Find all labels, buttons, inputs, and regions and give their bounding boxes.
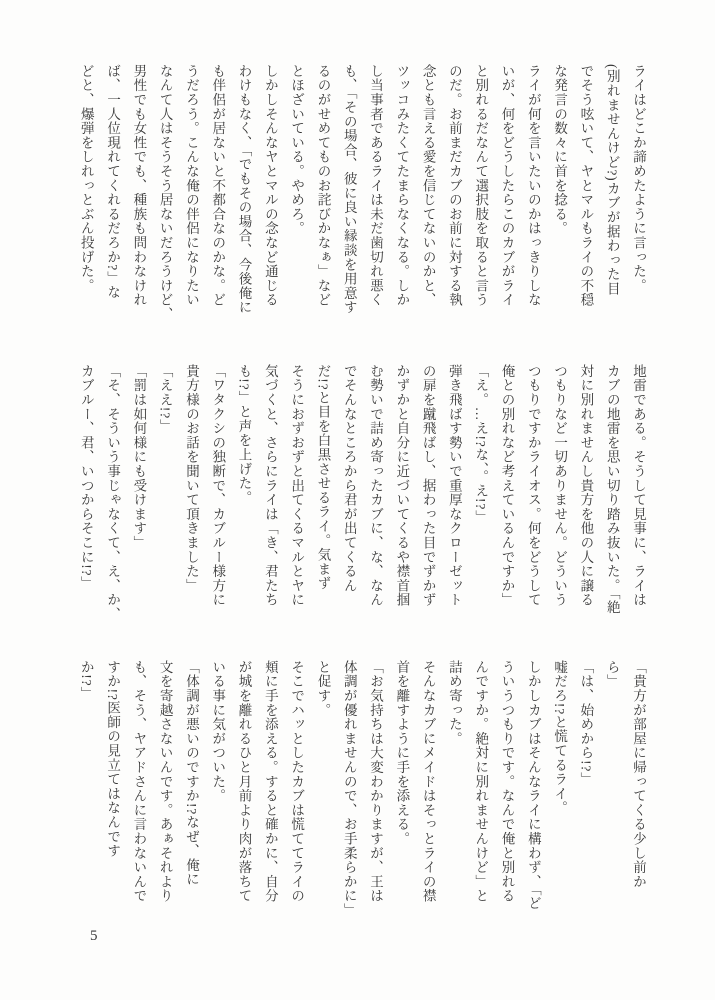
paragraph-block-2	[69, 364, 651, 632]
text-column: 俺との別れなど考えているんですか」	[499, 364, 515, 608]
text-column: が城を離れるひと月前より肉が落ちて	[236, 660, 252, 904]
text-column: 「罰は如何様にも受けます」	[131, 364, 147, 550]
paragraph-block-1	[69, 64, 651, 332]
text-column: わけもなく、「でもその場合、今後俺に	[236, 64, 252, 315]
text-column: つもりなど一切ありません。どういう	[552, 364, 568, 608]
text-column: ういうつもりです。なんで俺と別れる	[499, 660, 515, 904]
text-column: 頬に手を添える。すると確かに、自分	[262, 660, 278, 904]
text-column: ら」	[604, 660, 620, 689]
paragraph-block-3	[69, 660, 651, 926]
text-column: も、「その場合、彼に良い縁談を用意す	[341, 64, 357, 315]
text-column: ライはどこか諦めたように言った。	[631, 64, 646, 293]
text-column: でそう呟いて、ヤとマルもライの不穏	[578, 64, 594, 308]
text-column: 「お気持ちは大変わかりますが、王は	[368, 660, 384, 904]
text-column: でそんなところから君が出てくるん	[341, 364, 357, 593]
text-column: 体調が優れませんので、お手柔らかに」	[341, 660, 357, 918]
text-column: (別れませんけど?)カブが据わった目	[604, 64, 620, 296]
text-column: つもりですかライオス。何をどうして	[525, 364, 541, 608]
text-column: そこでハッとしたカブは慌ててライの	[289, 660, 305, 904]
text-column: も、そう、ヤアドさんに言わないんで	[131, 660, 147, 904]
text-column: かずかと自分に近づいてくるや襟首掴	[394, 364, 410, 608]
text-column: なんて人はそうそう居ないだろうけど、	[157, 64, 173, 322]
text-column: 詰め寄った。	[446, 660, 462, 746]
text-column: と促す。	[315, 660, 331, 718]
text-column: 首を離すように手を添える。	[394, 660, 410, 846]
text-column: 弾き飛ばす勢いで重厚なクローゼット	[446, 364, 462, 608]
text-column: 「は、始めから!?」	[578, 660, 594, 787]
text-column: 気づくと、さらにライは「き、君たち	[262, 364, 278, 608]
text-column: 男性でも女性でも、種族も問わなけれ	[131, 64, 147, 308]
text-column: しかしそんなヤとマルの念など通じる	[262, 64, 278, 308]
text-column: ツッコみたくてたまらなくなる。しか	[394, 64, 410, 308]
text-column: すか!?医師の見立てはなんです	[105, 660, 121, 858]
text-column: 地雷である。そうして見事に、ライは	[631, 364, 646, 608]
text-column: 文を寄越さないんです。あぁそれより	[157, 660, 173, 904]
text-column: か!?」	[78, 660, 94, 701]
text-column: ライが何を言いたいのかはっきりしな	[525, 64, 541, 308]
text-column: いが、何をどうしたらこのカブがライ	[499, 64, 515, 308]
text-column: も!?」と声を上げた。	[236, 364, 252, 505]
text-column: どと、爆弾をしれっとぶん投げた。	[78, 64, 94, 293]
text-column: しかしカブはそんなライに構わず、「ど	[525, 660, 541, 911]
text-column: そうにおずおずと出てくるマルとヤに	[289, 364, 305, 608]
text-column: 「貴方が部屋に帰ってくる少し前か	[631, 660, 646, 889]
text-column: いる事に気がついた。	[210, 660, 226, 803]
text-column: 対に別れませんし貴方を他の人に譲る	[578, 364, 594, 608]
text-column: と別れるだなんて選択肢を取ると言う	[473, 64, 489, 308]
text-column: ば、一人位現れてくれるだろか?」な	[105, 64, 121, 300]
text-column: 「そ、そういう事じゃなくて、え、か、	[105, 364, 121, 622]
text-column: んですか。絶対に別れませんけど」と	[473, 660, 489, 904]
text-column: るのがせめてものお詫びかなぁ」など	[315, 64, 331, 308]
text-column: カブの地雷を思い切り踏み抜いた。「絶	[604, 364, 620, 615]
page-number: 5	[90, 928, 98, 944]
text-column: し当事者であるライは未だ歯切れ悪く	[368, 64, 384, 308]
text-column: だ!?と目を白黒させるライ。気まず	[315, 364, 331, 591]
text-column: の扉を蹴飛ばし、据わった目でずかず	[420, 364, 436, 608]
text-column: のだ。お前まだカブのお前に対する執	[446, 64, 462, 308]
text-column: む勢いで詰め寄ったカブに、な、なん	[368, 364, 384, 608]
text-column: 「え。…え!?な、。え!?」	[473, 364, 489, 525]
text-column: 「ワタクシの独断で、カブルー様方に	[210, 364, 226, 608]
text-column: 貴方様のお話を聞いて頂きました」	[183, 364, 199, 593]
text-column: とほざいている。やめろ。	[289, 64, 305, 236]
text-column: うだろう。こんな俺の伴侶になりたい	[183, 64, 199, 308]
text-column: 「体調が悪いのですか!?なぜ、俺に	[183, 660, 199, 887]
text-column: 嘘だろ!?と慌てるライ。	[552, 660, 568, 816]
text-column: も伴侶が居ないと不都合なのかな。ど	[210, 64, 226, 308]
text-column: な発言の数々に首を捻る。	[552, 64, 568, 236]
text-column: 「ええ!?」	[157, 364, 173, 434]
text-column: カブルー、君、いつからそこに!?」	[78, 364, 94, 591]
text-column: そんなカブにメイドはそっとライの襟	[420, 660, 436, 904]
text-column: 念とも言える愛を信じてないのかと、	[420, 64, 436, 308]
